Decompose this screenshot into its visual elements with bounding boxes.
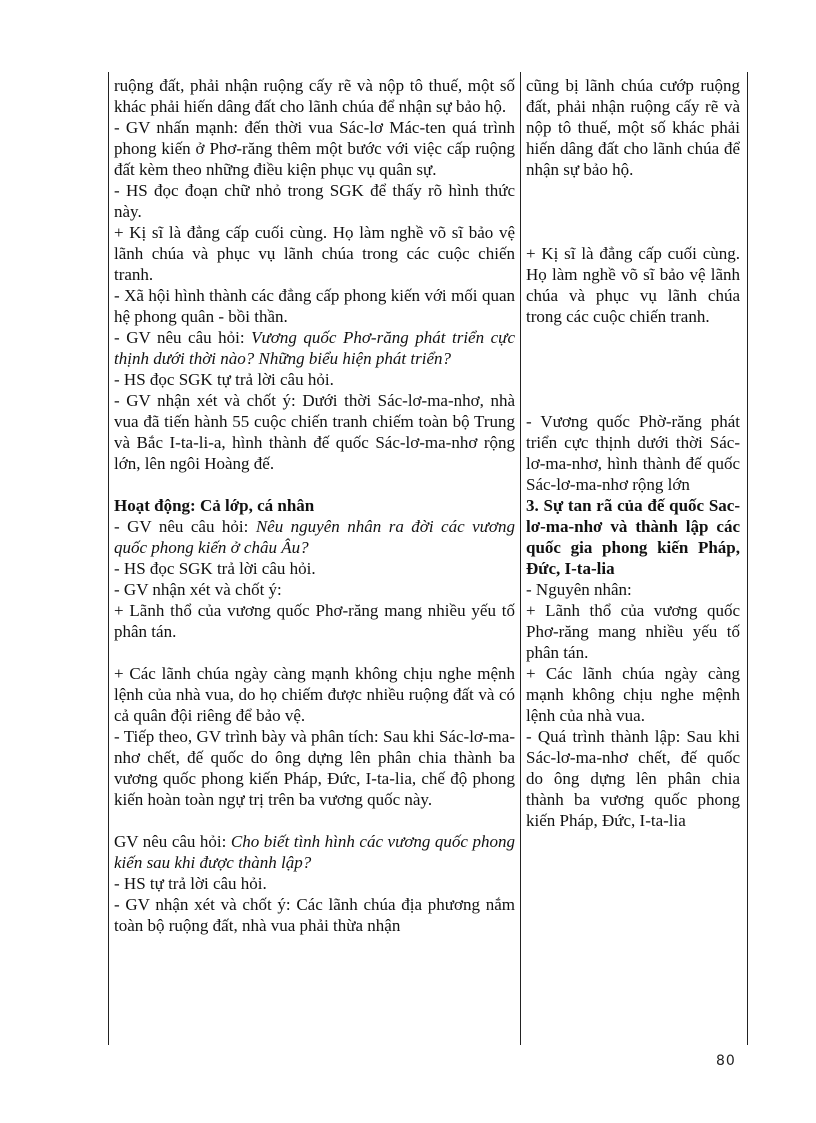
left-para-5: - Xã hội hình thành các đẳng cấp phong kiến với mối quan hệ phong quân - bồi thần. — [114, 286, 515, 326]
right-para-7: + Các lãnh chúa ngày càng mạnh không chịu nghe mệnh lệnh của nhà vua. — [526, 664, 740, 725]
right-para-8: - Quá trình thành lập: Sau khi Sác-lơ-ma-nhơ chết, đế quốc do ông dựng lên phân chia thành ba vương quốc phong kiến Pháp, Đức, I-ta-lia — [526, 727, 740, 830]
question-text: Vương quốc Phơ-răng phát triển cực thịnh dưới thời nào? Những biểu hiện phát triển? — [114, 328, 515, 368]
left-para-2: - GV nhấn mạnh: đến thời vua Sác-lơ Mác-ten quá trình phong kiến ở Phơ-răng thêm một bước với việc cấp ruộng đất kèm theo những điều kiện phục vụ quân sự. — [114, 118, 515, 179]
lesson-table — [108, 72, 748, 1045]
question-text: Nêu nguyên nhân ra đời các vương quốc phong kiến ở châu Âu? — [114, 517, 515, 557]
left-para-15: - Tiếp theo, GV trình bày và phân tích: Sau khi Sác-lơ-ma-nhơ chết, đế quốc do ông dựng lên phân chia thành ba vương quốc phong kiến Pháp, Đức, I-ta-lia, chế độ phong kiến hoàn toàn ngự trị trên ba vương quốc này. — [114, 727, 515, 809]
left-para-1: ruộng đất, phải nhận ruộng cấy rẽ và nộp tô thuế, một số khác phải hiến dâng đất cho lãnh chúa để nhận sự bảo hộ. — [114, 76, 515, 116]
activity-heading: Hoạt động: Cả lớp, cá nhân — [114, 496, 315, 515]
left-para-4: + Kị sĩ là đẳng cấp cuối cùng. Họ làm nghề võ sĩ bảo vệ lãnh chúa và phục vụ lãnh chúa trong các cuộc chiến tranh. — [114, 223, 515, 284]
right-para-5: - Nguyên nhân: — [526, 580, 632, 599]
teacher-activity-column — [114, 75, 515, 936]
left-para-17: - HS tự trả lời câu hỏi. — [114, 874, 267, 893]
question-text: Cho biết tình hình các vương quốc phong kiến sau khi được thành lập? — [114, 832, 515, 872]
left-para-3: - HS đọc đoạn chữ nhỏ trong SGK để thấy rõ hình thức này. — [114, 181, 515, 221]
left-para-14: + Các lãnh chúa ngày càng mạnh không chịu nghe mệnh lệnh của nhà vua, do họ chiếm được nhiều ruộng đất và có cả quân đội riêng để bảo vệ. — [114, 664, 515, 725]
left-para-8: - GV nhận xét và chốt ý: Dưới thời Sác-lơ-ma-nhơ, nhà vua đã tiến hành 55 cuộc chiến tranh chiếm toàn bộ Trung và Bắc I-ta-li-a, hình thành đế quốc Sác-lơ-ma-nhơ rộng lớn, lên ngôi Hoàng đế. — [114, 391, 515, 473]
left-question-3 — [114, 831, 515, 873]
left-para-12: - GV nhận xét và chốt ý: — [114, 580, 282, 599]
left-para-13: + Lãnh thổ của vương quốc Phơ-răng mang nhiều yếu tố phân tán. — [114, 601, 515, 641]
left-para-18: - GV nhận xét và chốt ý: Các lãnh chúa địa phương nắm toàn bộ ruộng đất, nhà vua phải thừa nhận — [114, 895, 515, 935]
right-para-6: + Lãnh thổ của vương quốc Phơ-răng mang nhiều yếu tố phân tán. — [526, 601, 740, 662]
right-para-2: + Kị sĩ là đẳng cấp cuối cùng. Họ làm nghề võ sĩ bảo vệ lãnh chúa và phục vụ lãnh chúa trong các cuộc chiến tranh. — [526, 244, 740, 326]
right-para-3: - Vương quốc Phờ-răng phát triển cực thịnh dưới thời Sác-lơ-ma-nhơ, hình thành đế quốc Sác-lơ-ma-nhơ rộng lớn — [526, 412, 740, 494]
knowledge-column — [526, 75, 740, 831]
left-question-2 — [114, 516, 515, 558]
section-heading: 3. Sự tan rã của đế quốc Sac-lơ-ma-nhơ và thành lập các quốc gia phong kiến Pháp, Đức, I-ta-lia — [526, 496, 740, 578]
question-prefix: - GV nêu câu hỏi: — [114, 517, 256, 536]
left-question-1 — [114, 327, 515, 369]
column-divider — [520, 72, 521, 1045]
page-number: 80 — [716, 1053, 736, 1069]
right-para-1: cũng bị lãnh chúa cướp ruộng đất, phải nhận ruộng cấy rẽ và nộp tô thuế, một số khác phải hiến dâng đất cho lãnh chúa để nhận sự bảo hộ. — [526, 76, 740, 179]
left-para-7: - HS đọc SGK tự trả lời câu hỏi. — [114, 370, 334, 389]
question-prefix: - GV nêu câu hỏi: — [114, 328, 252, 347]
question-prefix: GV nêu câu hỏi: — [114, 832, 231, 851]
left-para-11: - HS đọc SGK trả lời câu hỏi. — [114, 559, 316, 578]
